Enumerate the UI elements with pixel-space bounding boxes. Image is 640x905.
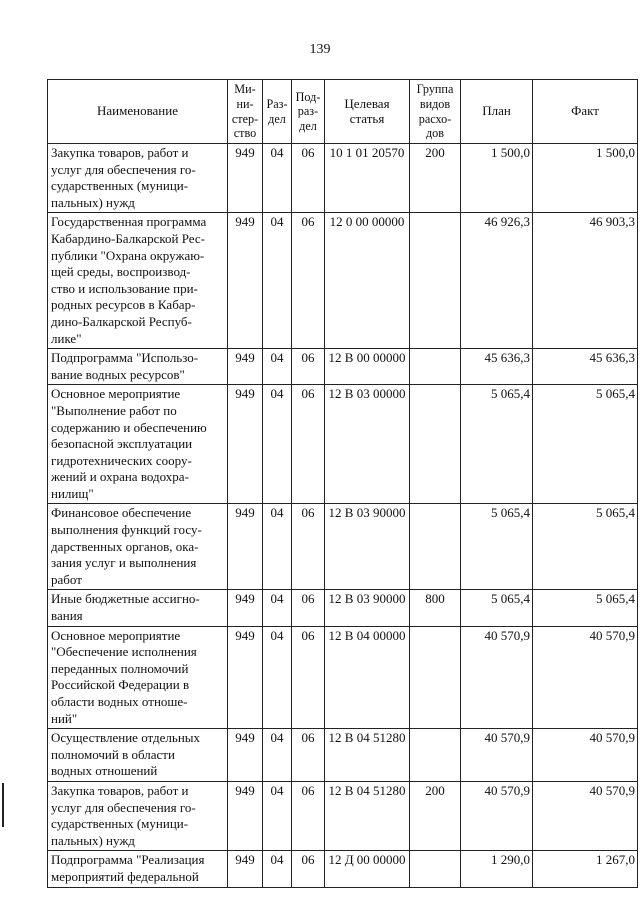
row-section: 04 xyxy=(263,349,292,385)
row-target: 12 В 04 51280 xyxy=(325,729,410,782)
table-row xyxy=(48,349,638,385)
row-fact: 5 065,4 xyxy=(533,590,638,626)
row-fact: 1 267,0 xyxy=(533,851,638,887)
row-name: Основное мероприятие "Выполнение работ по содержанию и обеспечению безопасной эксплуатации гидротехнических соору- жений и охрана водохра- нилищ" xyxy=(48,385,228,504)
row-name: Финансовое обеспечение выполнения функций госу- дарственных органов, ока- зания услуг и выполнения работ xyxy=(48,504,228,590)
row-plan: 1 290,0 xyxy=(461,851,533,887)
row-expense-group: 200 xyxy=(410,781,461,850)
row-subsection: 06 xyxy=(292,504,325,590)
row-subsection: 06 xyxy=(292,781,325,850)
page-number: 139 xyxy=(309,42,331,57)
header-subsection: Под- раз- дел xyxy=(292,80,325,144)
row-subsection: 06 xyxy=(292,144,325,213)
row-expense-group xyxy=(410,504,461,590)
row-name: Осуществление отдельных полномочий в области водных отношений xyxy=(48,729,228,782)
header-expense-group: Группа видов расхо- дов xyxy=(410,80,461,144)
table-row xyxy=(48,504,638,590)
row-name: Подпрограмма "Использо- вание водных ресурсов" xyxy=(48,349,228,385)
row-subsection: 06 xyxy=(292,851,325,887)
header-ministry: Ми- ни- стер- ство xyxy=(228,80,263,144)
row-ministry: 949 xyxy=(228,781,263,850)
row-plan: 5 065,4 xyxy=(461,504,533,590)
header-fact: Факт xyxy=(533,80,638,144)
table-row xyxy=(48,781,638,850)
header-target: Целевая статья xyxy=(325,80,410,144)
row-name: Закупка товаров, работ и услуг для обеспечения го- сударственных (муници- пальных) нужд xyxy=(48,781,228,850)
row-subsection: 06 xyxy=(292,349,325,385)
row-ministry: 949 xyxy=(228,385,263,504)
row-ministry: 949 xyxy=(228,851,263,887)
row-name: Иные бюджетные ассигно- вания xyxy=(48,590,228,626)
margin-mark xyxy=(2,783,4,827)
row-plan: 40 570,9 xyxy=(461,781,533,850)
row-plan: 1 500,0 xyxy=(461,144,533,213)
table-row xyxy=(48,851,638,887)
row-target: 12 0 00 00000 xyxy=(325,213,410,349)
row-fact: 46 903,3 xyxy=(533,213,638,349)
row-fact: 40 570,9 xyxy=(533,626,638,729)
row-target: 12 В 03 90000 xyxy=(325,504,410,590)
table-row xyxy=(48,590,638,626)
row-plan: 45 636,3 xyxy=(461,349,533,385)
row-fact: 40 570,9 xyxy=(533,781,638,850)
row-expense-group xyxy=(410,213,461,349)
table-body xyxy=(48,144,638,888)
row-expense-group xyxy=(410,385,461,504)
row-name: Государственная программа Кабардино-Балкарской Рес- публики "Охрана окружаю- щей среды, воспроизвод- ство и использование при- родных ресурсов в Кабар- дино-Балкарской Респуб- лике" xyxy=(48,213,228,349)
row-ministry: 949 xyxy=(228,504,263,590)
row-section: 04 xyxy=(263,851,292,887)
row-subsection: 06 xyxy=(292,385,325,504)
row-target: 12 В 04 00000 xyxy=(325,626,410,729)
table-row xyxy=(48,385,638,504)
row-ministry: 949 xyxy=(228,626,263,729)
header-plan: План xyxy=(461,80,533,144)
row-section: 04 xyxy=(263,385,292,504)
budget-table xyxy=(47,79,638,888)
row-section: 04 xyxy=(263,626,292,729)
table-row xyxy=(48,729,638,782)
row-fact: 5 065,4 xyxy=(533,504,638,590)
row-expense-group xyxy=(410,349,461,385)
row-subsection: 06 xyxy=(292,590,325,626)
row-ministry: 949 xyxy=(228,213,263,349)
row-section: 04 xyxy=(263,590,292,626)
row-section: 04 xyxy=(263,781,292,850)
row-fact: 45 636,3 xyxy=(533,349,638,385)
row-fact: 5 065,4 xyxy=(533,385,638,504)
table-row xyxy=(48,213,638,349)
row-target: 12 В 04 51280 xyxy=(325,781,410,850)
table-row xyxy=(48,144,638,213)
row-subsection: 06 xyxy=(292,729,325,782)
row-target: 12 В 03 00000 xyxy=(325,385,410,504)
row-plan: 46 926,3 xyxy=(461,213,533,349)
row-plan: 40 570,9 xyxy=(461,729,533,782)
row-target: 12 В 00 00000 xyxy=(325,349,410,385)
row-expense-group: 800 xyxy=(410,590,461,626)
row-plan: 40 570,9 xyxy=(461,626,533,729)
row-plan: 5 065,4 xyxy=(461,385,533,504)
row-ministry: 949 xyxy=(228,144,263,213)
row-name: Закупка товаров, работ и услуг для обеспечения го- сударственных (муници- пальных) нужд xyxy=(48,144,228,213)
row-expense-group xyxy=(410,729,461,782)
row-name: Основное мероприятие "Обеспечение исполнения переданных полномочий Российской Федерации в области водных отноше- ний" xyxy=(48,626,228,729)
header-section: Раз- дел xyxy=(263,80,292,144)
row-subsection: 06 xyxy=(292,626,325,729)
row-section: 04 xyxy=(263,213,292,349)
table-row xyxy=(48,626,638,729)
row-ministry: 949 xyxy=(228,349,263,385)
row-plan: 5 065,4 xyxy=(461,590,533,626)
row-ministry: 949 xyxy=(228,729,263,782)
header-name: Наименование xyxy=(48,80,228,144)
row-ministry: 949 xyxy=(228,590,263,626)
row-target: 12 Д 00 00000 xyxy=(325,851,410,887)
row-fact: 1 500,0 xyxy=(533,144,638,213)
row-section: 04 xyxy=(263,144,292,213)
row-section: 04 xyxy=(263,504,292,590)
row-name: Подпрограмма "Реализация мероприятий федеральной xyxy=(48,851,228,887)
row-expense-group xyxy=(410,851,461,887)
row-expense-group: 200 xyxy=(410,144,461,213)
row-fact: 40 570,9 xyxy=(533,729,638,782)
row-target: 10 1 01 20570 xyxy=(325,144,410,213)
table-header-row xyxy=(48,80,638,144)
row-subsection: 06 xyxy=(292,213,325,349)
row-section: 04 xyxy=(263,729,292,782)
row-expense-group xyxy=(410,626,461,729)
row-target: 12 В 03 90000 xyxy=(325,590,410,626)
